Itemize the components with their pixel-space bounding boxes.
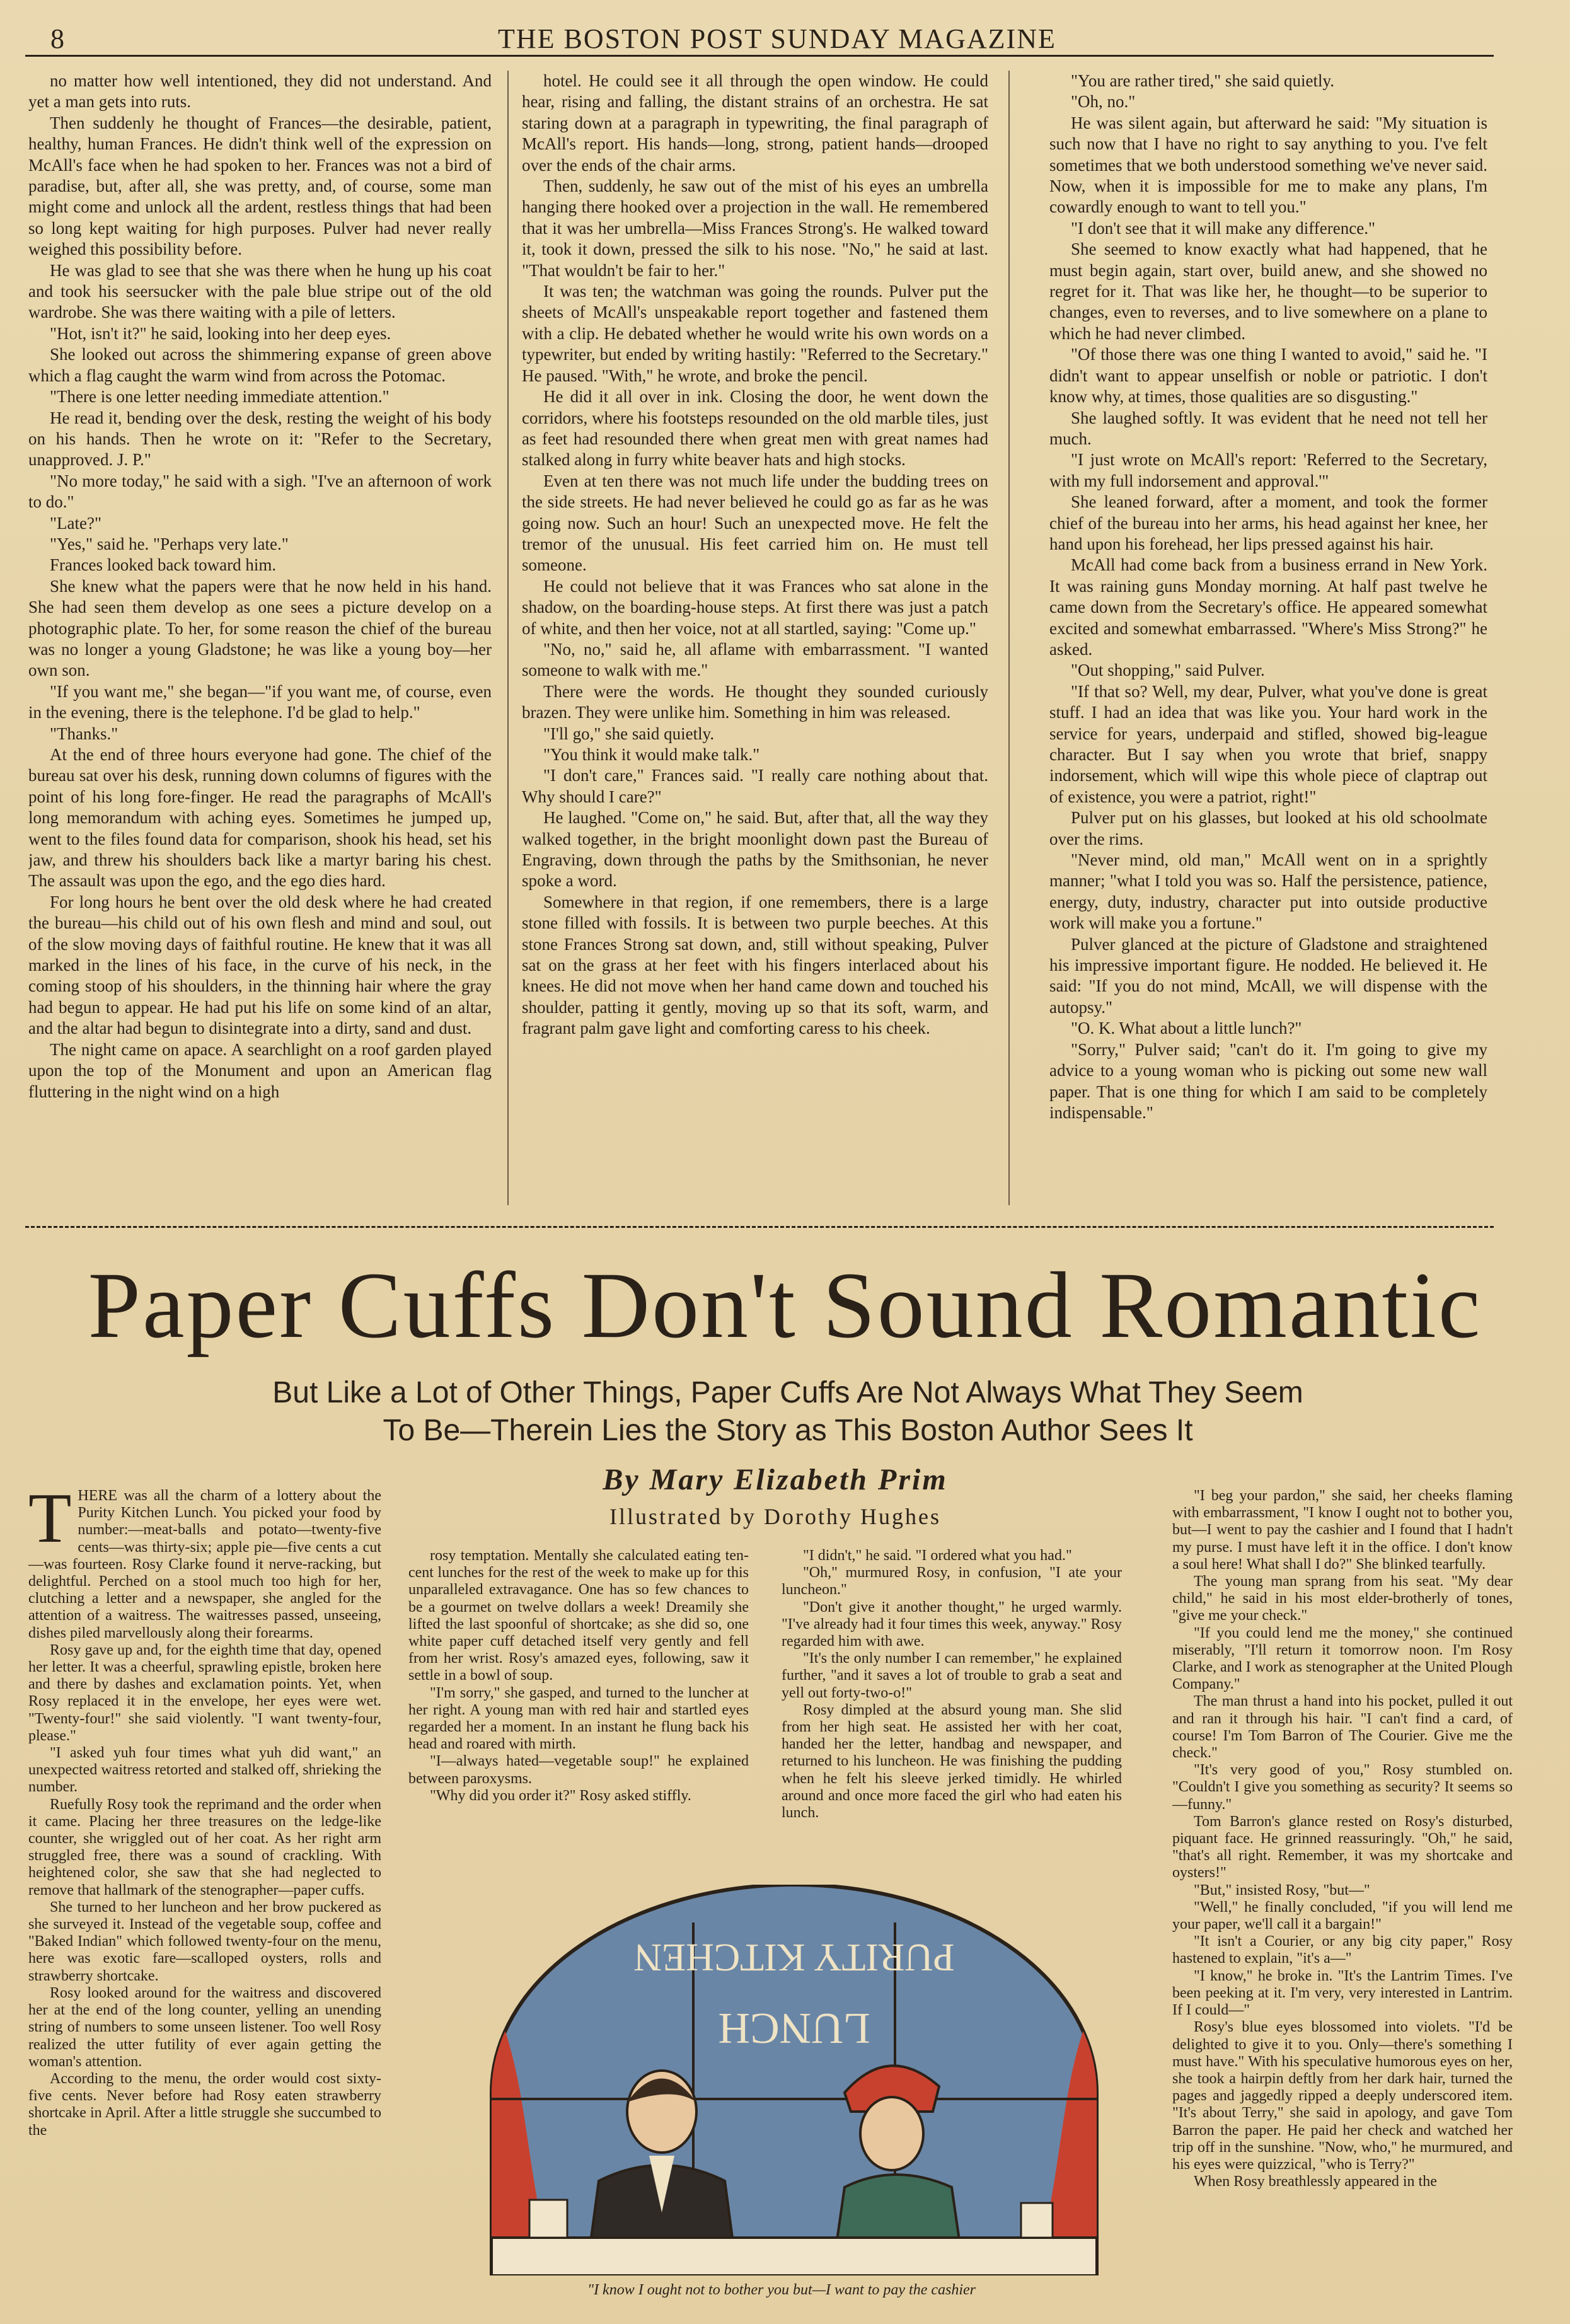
paragraph: There were the words. He thought they sounded curiously brazen. They were unlike him. Something in him was released. (522, 681, 988, 722)
feature-column-4 (1172, 1488, 1513, 2313)
paragraph: "No more today," he said with a sigh. "I've an afternoon of work to do." (28, 471, 492, 512)
column-rule (507, 71, 509, 1205)
paragraph: According to the menu, the order would cost sixty-five cents. Never before had Rosy eaten strawberry shortcake in April. After a little struggle she succumbed to the (28, 2070, 381, 2139)
paragraph: "There is one letter needing immediate attention." (50, 387, 390, 407)
paragraph: "Oh, no." (1071, 92, 1136, 112)
paragraph: "You are rather tired," she said quietly. (1071, 71, 1334, 90)
paragraph: "Yes," said he. "Perhaps very late." (50, 534, 289, 553)
paragraph: McAll had come back from a business errand in New York. It was raining guns Monday morning. At half past twelve he came down from the Secretary's office. He appeared somewhat excited and somewhat embarrassed. "Where's Miss Strong?" he asked. (1049, 555, 1487, 659)
paragraph: "I didn't," he said. "I ordered what you had." (803, 1547, 1072, 1564)
paragraph: hotel. He could see it all through the open window. He could hear, rising and falling, the distant strains of an orchestra. He sat staring down at a paragraph in typewriting, the final paragraph of McAll's report. His hands—long, strong, patient hands—drooped over the ends of the chair arms. (522, 71, 988, 175)
paragraph: When Rosy breathlessly appeared in the (1194, 2173, 1437, 2190)
illustrator-credit: Illustrated by Dorothy Hughes (609, 1504, 941, 1529)
paragraph: Rosy gave up and, for the eighth time that day, opened her letter. It was a cheerful, sprawling epistle, broken here and there by dashes and exclamation points. Yet, when Rosy replaced it in the envelope, her eyes were wet. "Twenty-four!" she said violently. "I want twenty-four, please." (28, 1641, 381, 1744)
lunchroom-illustration (454, 1885, 1134, 2275)
paragraph: "O. K. What about a little lunch?" (1071, 1019, 1302, 1038)
paragraph: "Why did you order it?" Rosy asked stiffly. (430, 1787, 691, 1804)
page-number: 8 (50, 23, 64, 54)
paragraph: Ruefully Rosy took the reprimand and the order when it came. Placing her three treasures on the ledge-like counter, she wriggled out of her coat. As her right arm struggled free, there was a sound of crackling. With heightened color, she saw that she had neglected to remove that hallmark of the stenographer—paper cuffs. (28, 1796, 381, 1899)
paragraph: "Thanks." (50, 724, 118, 743)
subhead-line-2: To Be—Therein Lies the Story as This Boston Author Sees It (383, 1414, 1193, 1447)
paragraph: "Don't give it another thought," he urged warmly. "I've already had it four times this week, anyway." Rosy regarded him with awe. (782, 1598, 1122, 1650)
section-divider (25, 1226, 1494, 1228)
paragraph: The young man sprang from his seat. "My dear child," he said in his most elder-brotherly of tones, "give me your check." (1172, 1573, 1513, 1624)
paragraph: Pulver glanced at the picture of Gladstone and straightened his impressive important figure. He nodded. He believed it. He said: "If you do not mind, McAll, we will dispense with the autopsy." (1049, 934, 1487, 1017)
paragraph: He was glad to see that she was there when he hung up his coat and took his seersucker with the pale blue stripe out of the old wardrobe. She was there waiting with a pile of letters. (28, 260, 492, 322)
paragraph: "I know," he broke in. "It's the Lantrim Times. I've been peeking at it. I'm very, very interested in Lantrim. If I could—" (1172, 1967, 1513, 2019)
paragraph: "Of those there was one thing I wanted to avoid," said he. "I didn't want to appear unselfish or noble or patriotic. I don't know why, at times, those qualities are so disgusting." (1049, 345, 1487, 407)
paragraph: He laughed. "Come on," he said. But, after that, all the way they walked together, in the bright moonlight down past the Bureau of Engraving, down through the paths by the Smithsonian, he never spoke a word. (522, 808, 988, 891)
paragraph: "Out shopping," said Pulver. (1071, 661, 1265, 680)
paragraph: It was ten; the watchman was going the rounds. Pulver put the sheets of McAll's unspeakable report together and fastened them with a clip. He debated whether he would write his own words on a typewriter, but ended by writing hastily: "Referred to the Secretary." He paused. "With," he wrote, and broke the pencil. (522, 282, 988, 385)
paragraph: The night came on apace. A searchlight on a roof garden played upon the top of the Monument and upon an American flag fluttering in the night wind on a high (28, 1039, 492, 1101)
paragraph: She turned to her luncheon and her brow puckered as she surveyed it. Instead of the vegetable soup, coffee and "Baked Indian" which followed twenty-four on the menu, here was exotic fare—scalloped oysters, rolls and strawberry shortcake. (28, 1899, 381, 1984)
story-column-1 (28, 71, 492, 1205)
masthead (25, 19, 1494, 57)
paragraph: She knew what the papers were that he now held in his hand. She had seen them develop as one sees a picture develop on a photographic plate. To her, for some reason the chief of the bureau was no longer a young Gladstone; he was like a young boy—her own son. (28, 576, 492, 680)
feature-column-1-body (28, 1642, 381, 2139)
paragraph: Then suddenly he thought of Frances—the desirable, patient, healthy, human Frances. He didn't think well of the expression on McAll's face when he had spoken to her. Frances was not a bird of paradise, but, after all, she was pretty, and, of course, some man might come and unlock all the ardent, restless things that had been so long kept waiting for high purposes. Pulver had never really weighed this possibility before. (28, 113, 492, 259)
opening-text: HERE was all the charm of a lottery about the Purity Kitchen Lunch. You picked your food by number:—meat-balls and potato—twenty-five cents—was thirty-six; apple pie—five cents a cut—was fourteen. Rosy Clarke found it nerve-racking, but delightful. Perched on a stool much too high for her, clutching a letter and a newspaper, she angled for the attention of a waitress. The waitresses passed, unseeing, dishes piled marvellously along their forearms. (28, 1488, 381, 1641)
subhead-line-1: But Like a Lot of Other Things, Paper Cuffs Are Not Always What They Seem (272, 1376, 1303, 1409)
paragraph: "I—always hated—vegetable soup!" he explained between paroxysms. (408, 1753, 749, 1787)
paragraph: At the end of three hours everyone had gone. The chief of the bureau sat over his desk, running down columns of figures with the point of his long fore-finger. He read the paragraphs of McAll's long memorandum with aching eyes. Sometimes he jumped up, went to the files found data for comparison, shook his head, set his jaw, and threw his shoulders back like a martyr baring his chest. The assault was upon the ego, and the ego dies hard. (28, 745, 492, 891)
paragraph: "Late?" (50, 513, 101, 533)
paragraph: "If you want me," she began—"if you want me, of course, even in the evening, there is the telephone. I'd be glad to help." (28, 681, 492, 722)
story-column-3 (1049, 71, 1487, 1205)
paragraph: "I just wrote on McAll's report: 'Referred to the Secretary, with my full indorsement and approval.'" (1049, 450, 1487, 490)
window-lettering-top: PURITY KITCHEN (633, 1936, 955, 1979)
feature-column-3 (782, 1547, 1122, 1882)
paragraph: Frances looked back toward him. (50, 555, 277, 575)
illustration-caption: "I know I ought not to bother you but—I want to pay the cashier (587, 2282, 976, 2298)
paragraph: She looked out across the shimmering expanse of green above which a flag caught the warm wind from across the Potomac. (28, 345, 492, 385)
paragraph: "But," insisted Rosy, "but—" (1194, 1882, 1370, 1899)
paragraph: "Well," he finally concluded, "if you will lend me your paper, we'll call it a bargain!" (1172, 1899, 1513, 1933)
feature-headline: Paper Cuffs Don't Sound Romantic (88, 1253, 1482, 1358)
paragraph: She leaned forward, after a moment, and took the former chief of the bureau into her arms, his head against her knee, her hand upon his forehead, her lips pressed against his hair. (1049, 492, 1487, 553)
paragraph: Tom Barron's glance rested on Rosy's disturbed, piquant face. He grinned reassuringly. "Oh," he said, "that's all right. Remember, it was my shortcake and oysters!" (1172, 1813, 1513, 1882)
paragraph: He did it all over in ink. Closing the door, he went down the corridors, where his footsteps resounded on the old marble tiles, just as feet had resounded there when great men with great names had stalked along in furry white beaver hats and high stocks. (522, 387, 988, 470)
paragraph: "I don't care," Frances said. "I really care nothing about that. Why should I care?" (522, 766, 988, 806)
feature-column-1 (28, 1488, 381, 2313)
paragraph: "I don't see that it will make any difference." (1071, 218, 1375, 238)
column-rule (1008, 71, 1010, 1205)
paragraph: "If you could lend me the money," she continued miserably, "I'll return it tomorrow noon. I'm Rosy Clarke, and I work as stenographer at the United Plough Company." (1172, 1624, 1513, 1693)
paragraph: She laughed softly. It was evident that he need not tell her much. (1049, 408, 1487, 448)
paragraph: Pulver put on his glasses, but looked at his old schoolmate over the rims. (1049, 808, 1487, 848)
window-lettering-bottom: LUNCH (718, 2004, 870, 2052)
paragraph: Somewhere in that region, if one remembers, there is a large stone filled with fossils. It is between two purple beeches. At this stone Frances Strong sat down, and, still without speaking, Pulver sat on the grass at her feet with his fingers interlaced about his knees. He did not move when her hand came down and touched his shoulder, patting it gently, moving up so that its soft, warm, and fragrant palm gave light and comforting caress to his cheek. (522, 892, 988, 1038)
paragraph: He was silent again, but afterward he said: "My situation is such now that I have no right to say anything to you. I've felt sometimes that we both understood something we've never said. Now, when it is impossible for me to make any plans, I'm cowardly enough to want to tell you." (1049, 113, 1487, 217)
opening-paragraph (28, 1488, 381, 1642)
paragraph: The man thrust a hand into his pocket, pulled it out and ran it through his hair. "I can't find a card, of course! I'm Tom Barron of The Courier. Give me the check." (1172, 1693, 1513, 1762)
paragraph: Rosy looked around for the waitress and discovered her at the end of the long counter, yelling an unending string of numbers to some unseen listener. Too well Rosy realized the utter futility of ever again getting the woman's attention. (28, 1984, 381, 2070)
magazine-title: THE BOSTON POST SUNDAY MAGAZINE (498, 23, 1056, 54)
paragraph: "Hot, isn't it?" he said, looking into her deep eyes. (50, 323, 391, 343)
paragraph: Rosy dimpled at the absurd young man. She slid from her high seat. He assisted her with her coat, handed her the letter, handbag and newspaper, and returned to his luncheon. He was finishing the pudding when he felt his sleeve jerked timidly. He whirled around and once more faced the girl who had eaten his lunch. (782, 1701, 1122, 1822)
paragraph: Then, suddenly, he saw out of the mist of his eyes an umbrella hanging there hooked over a projection in the wall. He remembered that it was her umbrella—Miss Frances Strong's. He walked toward it, took it down, pressed the silk to his nose. "No," he said at last. "That wouldn't be fair to her." (522, 176, 988, 280)
feature-column-2 (408, 1547, 749, 1882)
paragraph: "I'll go," she said quietly. (543, 724, 715, 743)
paragraph: "Never mind, old man," McAll went on in a sprightly manner; "what I told you was so. Half the persistence, patience, energy, duty, industry, character put into outside productive work will make you a fortune." (1049, 850, 1487, 933)
paragraph: He could not believe that it was Frances who sat alone in the shadow, on the boarding-house steps. At first there was just a patch of white, and then her voice, not at all startled, saying: "Come up." (522, 576, 988, 638)
paragraph: "No, no," said he, all aflame with embarrassment. "I wanted someone to walk with me." (522, 639, 988, 680)
paragraph: no matter how well intentioned, they did not understand. And yet a man gets into ruts. (28, 71, 492, 112)
paragraph: He read it, bending over the desk, resting the weight of his body on his hands. Then he wrote on it: "Refer to the Secretary, unapproved. J. P." (28, 408, 492, 470)
paragraph: For long hours he bent over the old desk where he had created the bureau—his child out of his own flesh and mind and soul, out of the slow moving days of faithful routine. He knew that it was all marked in the lines of his face, in the curve of his neck, in the coming stoop of his shoulders, in the thinning hair where the gray had begun to appear. He had put his life on some kind of an altar, and the altar had begun to disintegrate into a dirty, sand and dust. (28, 892, 492, 1038)
paragraph: Even at ten there was not much life under the budding trees on the side streets. He had never believed he could go as far as he was going now. Such an hour! Such an unexpected move. He felt the tremor of the unusual. His feet carried him on. He must tell someone. (522, 471, 988, 575)
paragraph: "Oh," murmured Rosy, in confusion, "I ate your luncheon." (782, 1564, 1122, 1598)
paragraph: "It's the only number I can remember," he explained further, "and it saves a lot of trouble to grab a seat and yell out forty-two-o!" (782, 1650, 1122, 1701)
paragraph: Rosy's blue eyes blossomed into violets. "I'd be delighted to give it to you. Only—there's something I must have." With his speculative humorous eyes on her, she took a hairpin deftly from her dark hair, turned the pages and jaggedly ripped a deeply underscored item. "It's about Terry," she said in apology, and gave Tom Barron the paper. He paid her check and watched her trip off in the sunshine. "Now, who," he murmured, and his eyes were quizzical, "who is Terry?" (1172, 2019, 1513, 2173)
paragraph: "I'm sorry," she gasped, and turned to the luncher at her right. A young man with red hair and startled eyes regarded her a moment. In an instant he flung back his head and roared with mirth. (408, 1684, 749, 1753)
paragraph: "I asked yuh four times what yuh did want," an unexpected waitress retorted and stalked off, shrieking the number. (28, 1745, 381, 1796)
story-column-2 (522, 71, 988, 1205)
paragraph: "I beg your pardon," she said, her cheeks flaming with embarrassment, "I know I ought not to bother you, but—I went to pay the cashier and I found that I hadn't my purse. I must have left it in the office. I don't know a soul here! What shall I do?" She blinked tearfully. (1172, 1488, 1513, 1573)
paragraph: "It isn't a Courier, or any big city paper," Rosy hastened to explain, "it's a—" (1172, 1933, 1513, 1967)
paragraph: rosy temptation. Mentally she calculated eating ten-cent lunches for the rest of the week to make up for this unparalleled extravagance. One has so few chances to be a gourmet on twelve dollars a week! Dreamily she lifted the last spoonful of shortcake; as she did so, one white paper cuff detached itself very gently and fell from her wrist. Rosy's amazed eyes, following, saw it settle in a bowl of soup. (408, 1547, 749, 1684)
byline: By Mary Elizabeth Prim (603, 1463, 948, 1496)
drop-cap: T (28, 1488, 72, 1558)
paragraph: "If that so? Well, my dear, Pulver, what you've done is great stuff. I had an idea that was like you. Your hard work in the service for years, underpaid and stifled, showed big-league character. But I say when you wrote that brief, snappy indorsement, which will wipe this whole piece of claptrap out of existence, you were a patriot, right!" (1049, 681, 1487, 806)
paragraph: She seemed to know exactly what had happened, that he must begin again, start over, build anew, and she showed no regret for it. That was like her, he thought—to be superior to changes, even to reverses, and to live somewhere on a plane to which he had never climbed. (1049, 240, 1487, 343)
feature-subhead (95, 1374, 1481, 1450)
paragraph: "It's very good of you," Rosy stumbled on. "Couldn't I give you something as security? It seems so—funny." (1172, 1762, 1513, 1813)
paragraph: "Sorry," Pulver said; "can't do it. I'm going to give my advice to a young woman who is picking out some new wall paper. That is one thing for which I am said to be completely indispensable." (1049, 1039, 1487, 1122)
paragraph: "You think it would make talk." (543, 745, 760, 764)
